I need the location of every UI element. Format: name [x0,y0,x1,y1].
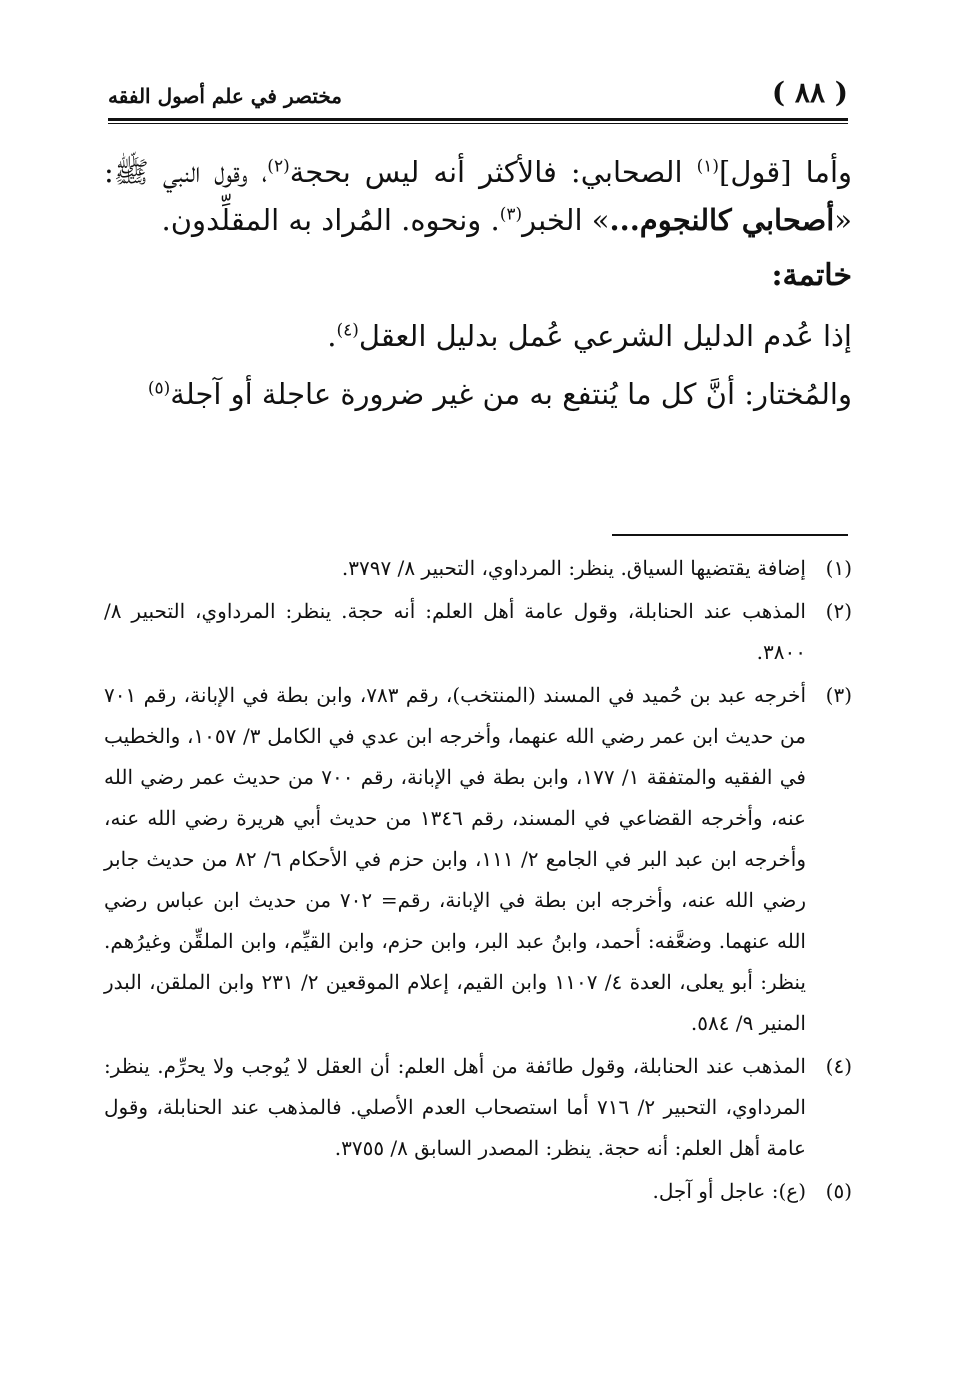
footnote-text: أخرجه عبد بن حُميد في المسند (المنتخب)، رقم ٧٨٣، وابن بطة في الإبانة، رقم ٧٠١ من حديث ابن عمر رضي الله عنهما، وأخرجه ابن عدي في الكامل ٣/ ١٠٥٧، والخطيب في الفقيه والمتفقة ١/ ١٧٧، وابن بطة في الإبانة، رقم ٧٠٠ من حديث عمر رضي الله عنه، وأخرجه القضاعي في المسند، رقم ١٣٤٦ من حديث أبي هريرة رضي الله عنه، وأخرجه ابن عبد البر في الجامع ٢/ ١١١، وابن حزم في الأحكام ٦/ ٨٢ من حديث جابر رضي الله عنه، وأخرجه ابن بطة في الإبانة، رقم= ٧٠٢ من حديث ابن عباس رضي الله عنهما. وضعَّفه: أحمد، وابنُ عبد البر، وابن حزم، وابن القيِّم، وابن الملقِّن وغيرُهم. ينظر: أبو يعلى، العدة ٤/ ١١٠٧ وابن القيم، إعلام الموقعين ٢/ ٢٣١ وابن الملقن، البدر المنير ٩/ ٥٨٤. [104,683,807,1035]
section-heading: خاتمة: [771,258,852,293]
footnote-ref-3[interactable]: (٣) [499,204,523,225]
footnote-item [104,675,852,1044]
footnote-number: (٥) [825,1179,852,1203]
footnote-number: (١) [825,556,852,580]
footnote-text: المذهب عند الحنابلة، وقول عامة أهل العلم: أنه حجة. ينظر: المرداوي، التحبير ٨/ ٣٨٠٠. [104,599,806,664]
header-rule [108,118,848,121]
footnote-item [104,1046,852,1169]
header-rule-thin [108,123,848,124]
footnote-text: (ع): عاجل أو آجل. [652,1179,806,1203]
footnote-ref-2[interactable]: (٢) [267,156,290,177]
footnote-ref-5[interactable]: (٥) [147,378,171,399]
paragraph-conclusion: إذا عُدم الدليل الشرعي عُمل بدليل العقل$^{(٤)}$. [327,319,852,353]
paragraph-chosen-view: والمُختار: أنَّ كل ما يُنتفع به من غير ضرورة عاجلة أو آجلة$^{(٥)}$ [147,377,852,411]
footnote-ref-1[interactable]: (١) [696,156,719,177]
footnote-number: (٢) [825,599,852,623]
page-number: ( ٨٨ ) [771,76,848,109]
footnote-text: إضافة يقتضيها السياق. ينظر: المرداوي، التحبير ٨/ ٣٧٩٧. [341,556,806,580]
hadith-quote: أصحابي كالنجوم... [609,203,835,237]
footnote-item [104,1171,852,1212]
footnote-number: (٤) [825,1054,852,1078]
footnote-item [104,548,852,589]
footnotes [104,548,852,1214]
footnote-number: (٣) [825,683,852,707]
paragraph-companion-saying: وأما [قول]$^{(١)}$ الصحابي: فالأكثر أنه ليس بحجة$^{(٢)}$، وقول النبي ﷺ: «أصحابي كالنجوم...» الخبر$^{(٣)}$. ونحوه. المُراد به المقلِّدون. [104,155,853,237]
footnote-text: المذهب عند الحنابلة، وقول طائفة من أهل العلم: أن العقل لا يُوجب ولا يحرِّم. ينظر: المرداوي، التحبير ٢/ ٧١٦ أما استصحاب العدم الأصلي. فالمذهب عند الحنابلة، وقول عامة أهل العلم: أنه حجة. ينظر: المصدر السابق ٨/ ٣٧٥٥. [104,1054,806,1160]
footnote-item [104,591,852,673]
footnote-separator [612,534,848,536]
page-header [108,76,848,112]
running-title: مختصر في علم أصول الفقه [108,84,342,108]
main-text [104,148,852,438]
footnote-ref-4[interactable]: (٤) [336,320,359,341]
